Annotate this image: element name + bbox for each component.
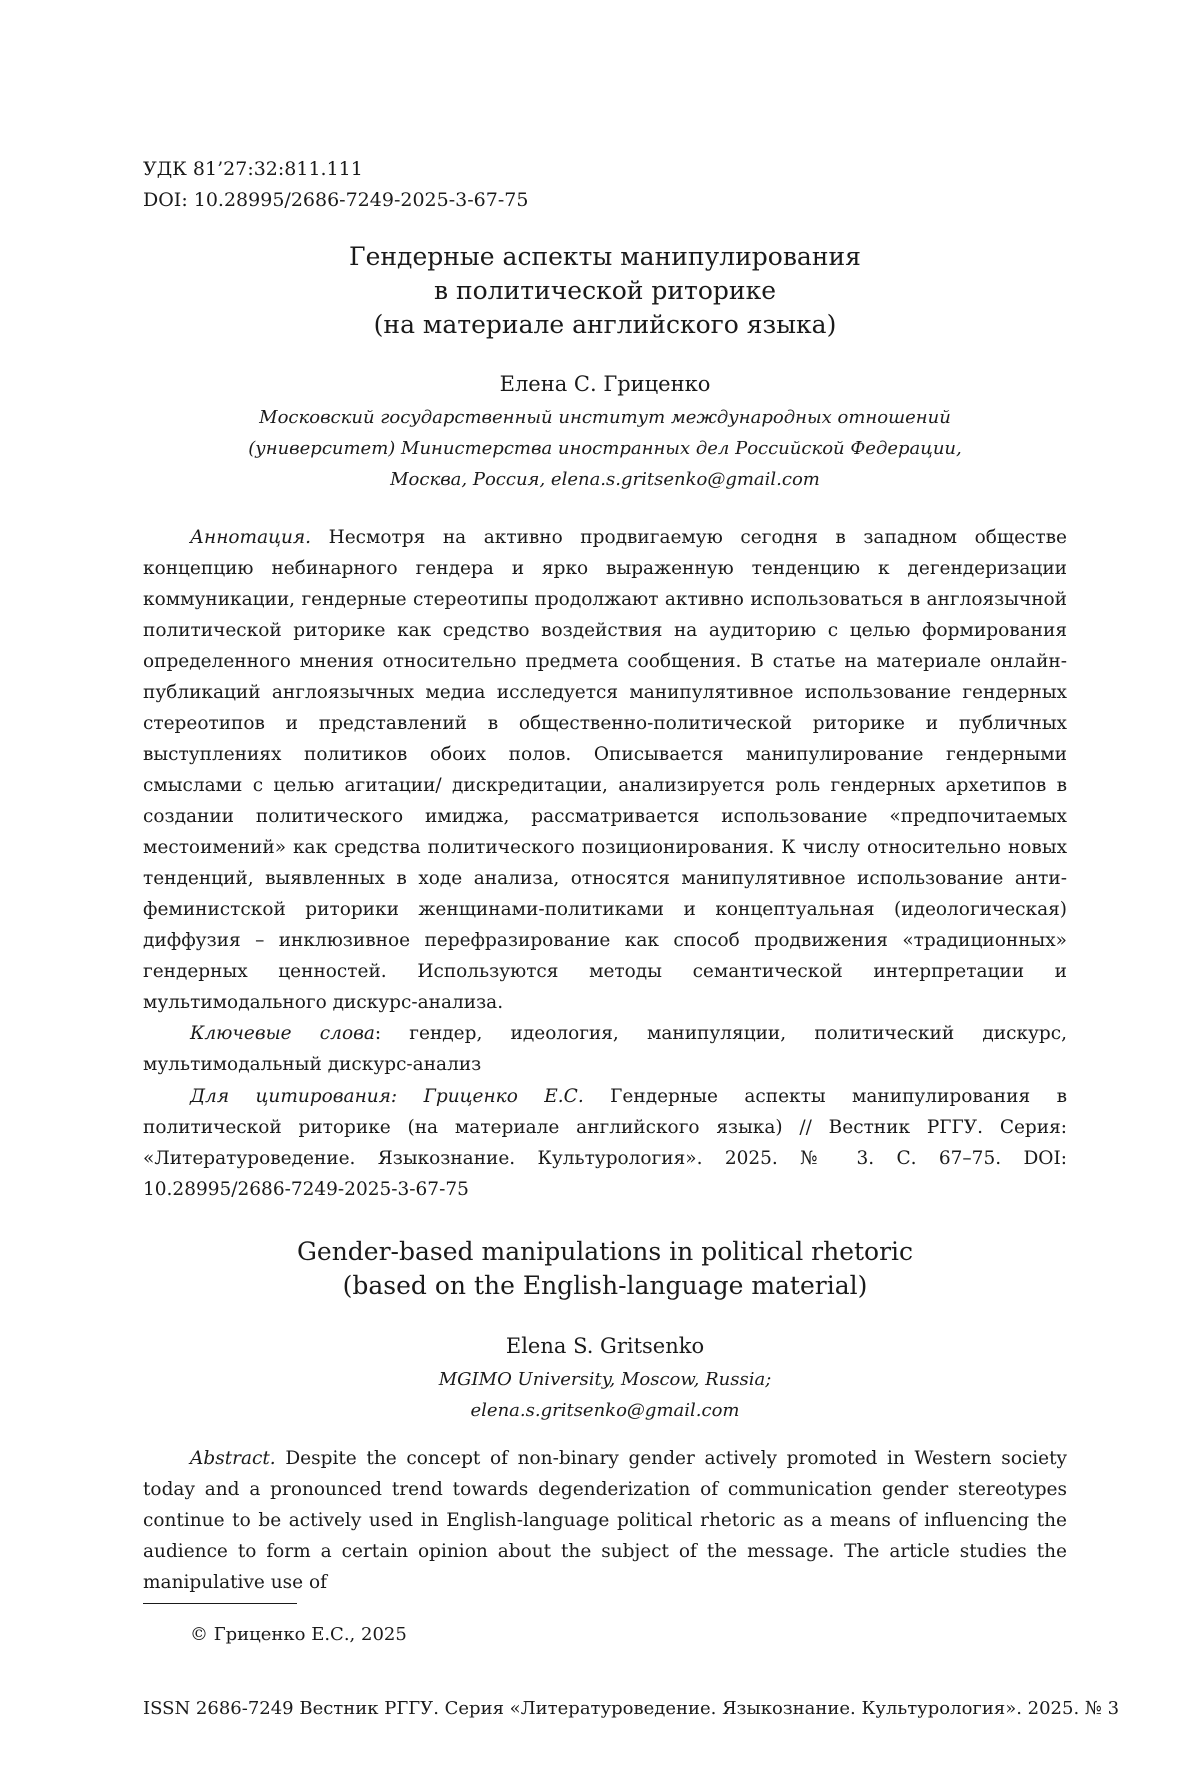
copyright-notice: © Гриценко Е.С., 2025 bbox=[190, 1622, 407, 1648]
ru-affiliation-line: Московский государственный институт международных отношений bbox=[143, 402, 1067, 433]
ru-abstract-text: Несмотря на активно продвигаемую сегодня в западном обществе концепцию небинарного гендера и ярко выраженную тенденцию к дегендеризации коммуникации, гендерные стереотипы продолжают активно использоваться в англоязычной политической риторике как средство воздействия на аудиторию с целью формирования определенного мнения относительно предмета сообщения. В статье на материале онлайн-публикаций англоязычных медиа исследуется манипулятивное использование гендерных стереотипов и представлений в общественно-политической риторике и публичных выступлениях политиков обоих полов. Описывается манипулирование гендерными смыслами с целью агитации/ дискредитации, анализируется роль гендерных архетипов в создании политического имиджа, рассматривается использование «предпочитаемых местоимений» как средства политического позиционирования. К числу относительно новых тенденций, выявленных в ходе анализа, относятся манипулятивное использование анти-феминистской риторики женщинами-политиками и концептуальная (идеологическая) диффузия – инклюзивное перефразирование как способ продвижения «традиционных» гендерных ценностей. Используются методы семантической интерпретации и мультимодального дискурс-анализа. bbox=[143, 527, 1067, 1013]
en-title-line: Gender-based manipulations in political rhetoric bbox=[143, 1235, 1067, 1269]
en-author: Elena S. Gritsenko bbox=[143, 1331, 1067, 1361]
ru-affiliation-line: (университет) Министерства иностранных дел Российской Федерации, bbox=[143, 433, 1067, 464]
ru-citation bbox=[143, 1081, 1067, 1205]
ru-title-line: (на материале английского языка) bbox=[143, 308, 1067, 342]
en-title bbox=[143, 1235, 1067, 1303]
ru-author: Елена С. Гриценко bbox=[143, 369, 1067, 399]
ru-affiliation-line: Москва, Россия, elena.s.gritsenko@gmail.com bbox=[143, 464, 1067, 495]
article-page bbox=[0, 0, 1200, 1780]
doi: DOI: 10.28995/2686-7249-2025-3-67-75 bbox=[143, 185, 528, 216]
ru-abstract-label: Аннотация. bbox=[190, 527, 311, 548]
en-abstract bbox=[143, 1443, 1067, 1598]
en-title-line: (based on the English-language material) bbox=[143, 1269, 1067, 1303]
ru-keywords-label: Ключевые слова bbox=[190, 1023, 375, 1044]
ru-title bbox=[143, 240, 1067, 342]
udk-code: УДК 81’27:32:811.111 bbox=[143, 154, 528, 185]
ru-citation-block bbox=[143, 1081, 1067, 1205]
en-affiliation-line: MGIMO University, Moscow, Russia; bbox=[143, 1364, 1067, 1395]
en-abstract-label: Abstract. bbox=[190, 1448, 276, 1469]
en-affiliation bbox=[143, 1364, 1067, 1426]
footnote-divider bbox=[143, 1603, 297, 1604]
en-abstract-block bbox=[143, 1443, 1067, 1598]
ru-affiliation bbox=[143, 402, 1067, 495]
ru-keywords-text: : гендер, идеология, манипуляции, политический дискурс, мультимодальный дискурс-анализ bbox=[143, 1023, 1067, 1075]
en-affiliation-line: elena.s.gritsenko@gmail.com bbox=[143, 1395, 1067, 1426]
ru-keywords bbox=[143, 1018, 1067, 1080]
en-abstract-text: Despite the concept of non-binary gender actively promoted in Western society today and a pronounced trend towards degenderization of communication gender stereotypes continue to be actively used in English-language political rhetoric as a means of influencing the audience to form a certain opinion about the subject of the message. The article studies the manipulative use of bbox=[143, 1448, 1067, 1593]
ru-citation-text: Гендерные аспекты манипулирования в политической риторике (на материале английского языка) // Вестник РГГУ. Серия: «Литературоведение. Языкознание. Культурология». 2025. № 3. С. 67–75. DOI: 10.28995/2686-7249-2025-3-67-75 bbox=[143, 1086, 1067, 1200]
article-metadata bbox=[143, 154, 528, 216]
journal-footer: ISSN 2686-7249 Вестник РГГУ. Серия «Литературоведение. Языкознание. Культурология». 2025. № 3 bbox=[143, 1696, 1067, 1722]
ru-abstract bbox=[143, 522, 1067, 1018]
ru-abstract-block bbox=[143, 522, 1067, 1080]
ru-title-line: в политической риторике bbox=[143, 274, 1067, 308]
ru-citation-label: Для цитирования: Гриценко Е.С. bbox=[190, 1086, 584, 1107]
ru-title-line: Гендерные аспекты манипулирования bbox=[143, 240, 1067, 274]
